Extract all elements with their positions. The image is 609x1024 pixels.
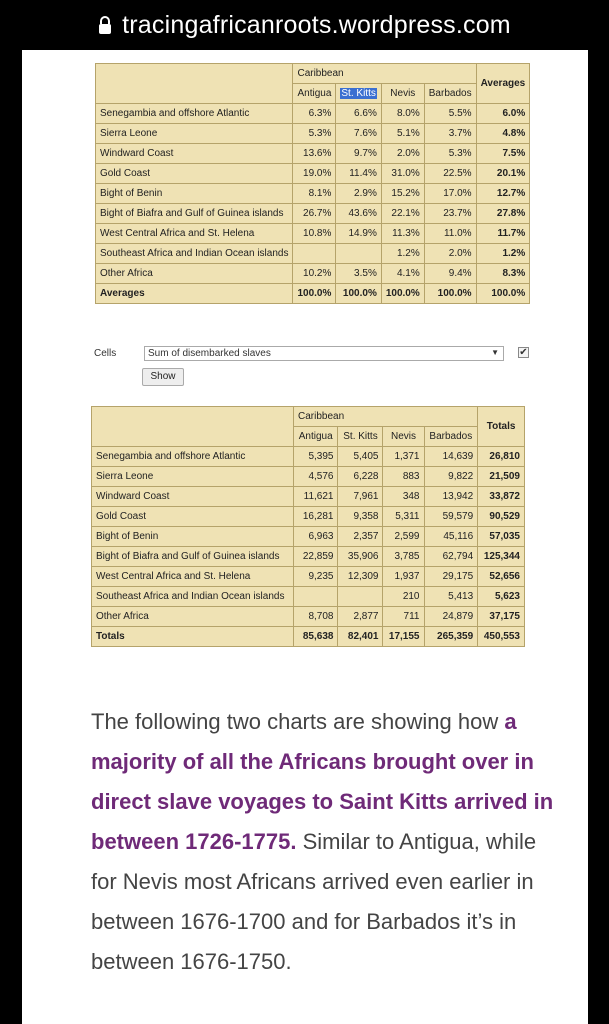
row-total-cell: 21,509	[478, 467, 525, 487]
row-label: Sierra Leone	[96, 124, 293, 144]
table-cell: 10.8%	[293, 224, 336, 244]
table-cell: 14.9%	[336, 224, 381, 244]
column-header-label: Barbados	[428, 88, 472, 99]
column-header-label: Nevis	[390, 431, 416, 442]
column-header[interactable]	[294, 427, 338, 447]
row-label: West Central Africa and St. Helena	[92, 567, 294, 587]
table-row	[92, 527, 525, 547]
table-cell: 5,413	[424, 587, 478, 607]
table-cell: 43.6%	[336, 204, 381, 224]
percentage-table	[95, 63, 530, 304]
table-cell: 11.0%	[424, 224, 476, 244]
row-label: Gold Coast	[92, 507, 294, 527]
row-total-cell: 125,344	[478, 547, 525, 567]
table-cell: 1,937	[383, 567, 424, 587]
table-cell: 13.6%	[293, 144, 336, 164]
row-label: Windward Coast	[96, 144, 293, 164]
column-header-label: St. Kitts	[343, 431, 378, 442]
table-cell: 2.9%	[336, 184, 381, 204]
table-row	[96, 124, 530, 144]
browser-url-bar[interactable]	[0, 0, 609, 50]
table-cell: 11.4%	[336, 164, 381, 184]
table-cell: 3.7%	[424, 124, 476, 144]
table-row	[96, 264, 530, 284]
row-total-cell: 20.1%	[476, 164, 530, 184]
summary-header: Averages	[476, 64, 530, 104]
column-header-label: Barbados	[429, 431, 473, 442]
table-cell	[293, 244, 336, 264]
cells-checkbox[interactable]: ✔	[519, 347, 528, 358]
table-cell: 5.3%	[293, 124, 336, 144]
table-cell: 8.0%	[381, 104, 424, 124]
row-total-cell: 27.8%	[476, 204, 530, 224]
table-cell	[338, 587, 383, 607]
table-cell: 4,576	[294, 467, 338, 487]
lock-icon	[98, 16, 112, 34]
footer-cell: 17,155	[383, 627, 424, 647]
column-header-label: Antigua	[297, 88, 332, 99]
table-cell: 9,235	[294, 567, 338, 587]
table-cell: 11,621	[294, 487, 338, 507]
table-cell: 35,906	[338, 547, 383, 567]
table-cell: 22.1%	[381, 204, 424, 224]
table-cell: 4.1%	[381, 264, 424, 284]
row-total-cell: 5,623	[478, 587, 525, 607]
column-header-label: Antigua	[298, 431, 333, 442]
header-row	[96, 64, 530, 84]
table-cell: 2.0%	[381, 144, 424, 164]
table-row	[96, 244, 530, 264]
column-header[interactable]	[424, 84, 476, 104]
row-label: Bight of Biafra and Gulf of Guinea islands	[96, 204, 293, 224]
table-cell: 59,579	[424, 507, 478, 527]
row-total-cell: 57,035	[478, 527, 525, 547]
table-row	[92, 547, 525, 567]
table-cell: 2.0%	[424, 244, 476, 264]
table-cell: 210	[383, 587, 424, 607]
table-cell: 8,708	[294, 607, 338, 627]
column-header[interactable]	[424, 427, 478, 447]
dropdown-arrow-icon: ▼	[491, 348, 499, 357]
table-row	[92, 567, 525, 587]
row-label: Bight of Benin	[96, 184, 293, 204]
web-page	[22, 50, 588, 1024]
row-total-cell: 1.2%	[476, 244, 530, 264]
row-total-cell: 90,529	[478, 507, 525, 527]
table-cell: 26.7%	[293, 204, 336, 224]
table-row	[92, 467, 525, 487]
row-label: Gold Coast	[96, 164, 293, 184]
table-cell: 29,175	[424, 567, 478, 587]
paragraph-emphasis: a majority of all the Africans brought over in direct slave voyages to Saint Kitts arrived in between 1726-1775.	[91, 709, 554, 854]
table-cell: 711	[383, 607, 424, 627]
header-row	[92, 407, 525, 427]
cells-select[interactable]	[144, 346, 504, 361]
table-cell: 2,357	[338, 527, 383, 547]
table-cell: 2,599	[383, 527, 424, 547]
row-label: Senegambia and offshore Atlantic	[92, 447, 294, 467]
row-label: Other Africa	[92, 607, 294, 627]
cells-label: Cells	[94, 348, 117, 359]
browser-url: tracingafricanroots.wordpress.com	[122, 10, 511, 39]
table-cell: 1.2%	[381, 244, 424, 264]
column-header[interactable]	[293, 84, 336, 104]
table-row	[92, 487, 525, 507]
table-row	[96, 224, 530, 244]
footer-cell: 100.0%	[381, 284, 424, 304]
footer-cell: 100.0%	[336, 284, 381, 304]
footer-cell: 265,359	[424, 627, 478, 647]
row-total-cell: 11.7%	[476, 224, 530, 244]
footer-row	[92, 627, 525, 647]
row-label: Senegambia and offshore Atlantic	[96, 104, 293, 124]
footer-cell: 100.0%	[293, 284, 336, 304]
header-blank-cell	[96, 64, 293, 104]
table-row	[92, 607, 525, 627]
table-cell: 9.7%	[336, 144, 381, 164]
row-label: Southeast Africa and Indian Ocean islands	[92, 587, 294, 607]
paragraph-text-end: Similar to Antigua, while for Nevis most Africans arrived even earlier in between 1676-1700 and for Barbados it’s in between 1676-1750.	[91, 829, 537, 974]
footer-row	[96, 284, 530, 304]
footer-cell: 85,638	[294, 627, 338, 647]
row-total-cell: 7.5%	[476, 144, 530, 164]
column-header-label: Nevis	[390, 88, 416, 99]
table-row	[96, 164, 530, 184]
table-cell: 10.2%	[293, 264, 336, 284]
footer-label: Totals	[92, 627, 294, 647]
row-label: Sierra Leone	[92, 467, 294, 487]
table-cell	[294, 587, 338, 607]
row-label: Windward Coast	[92, 487, 294, 507]
table-cell: 8.1%	[293, 184, 336, 204]
column-header-label: St. Kitts	[341, 88, 376, 99]
cells-select-value: Sum of disembarked slaves	[148, 348, 271, 359]
table-cell: 5,405	[338, 447, 383, 467]
row-total-cell: 12.7%	[476, 184, 530, 204]
column-header[interactable]	[336, 84, 381, 104]
table-cell: 5,311	[383, 507, 424, 527]
table-cell: 16,281	[294, 507, 338, 527]
table-cell: 24,879	[424, 607, 478, 627]
table-cell: 2,877	[338, 607, 383, 627]
group-header: Caribbean	[293, 64, 476, 84]
row-label: Bight of Biafra and Gulf of Guinea islands	[92, 547, 294, 567]
table-row	[96, 144, 530, 164]
row-total-cell: 37,175	[478, 607, 525, 627]
table-cell: 17.0%	[424, 184, 476, 204]
row-total-cell: 8.3%	[476, 264, 530, 284]
table-cell: 14,639	[424, 447, 478, 467]
row-total-cell: 4.8%	[476, 124, 530, 144]
table-cell: 11.3%	[381, 224, 424, 244]
column-header[interactable]	[381, 84, 424, 104]
table-cell: 1,371	[383, 447, 424, 467]
footer-label: Averages	[96, 284, 293, 304]
table-cell: 3,785	[383, 547, 424, 567]
table-cell: 6.6%	[336, 104, 381, 124]
footer-cell: 82,401	[338, 627, 383, 647]
table-cell: 22.5%	[424, 164, 476, 184]
table-cell: 5.5%	[424, 104, 476, 124]
column-header[interactable]	[383, 427, 424, 447]
table-cell: 5,395	[294, 447, 338, 467]
table-row	[96, 104, 530, 124]
table-cell	[336, 244, 381, 264]
row-label: Southeast Africa and Indian Ocean islands	[96, 244, 293, 264]
group-header: Caribbean	[294, 407, 478, 427]
table-cell: 9,358	[338, 507, 383, 527]
totals-table	[91, 406, 525, 647]
article-paragraph	[91, 702, 561, 982]
table-cell: 15.2%	[381, 184, 424, 204]
row-total-cell: 6.0%	[476, 104, 530, 124]
table-cell: 9.4%	[424, 264, 476, 284]
table-cell: 31.0%	[381, 164, 424, 184]
show-button[interactable]: Show	[142, 368, 184, 386]
row-label: West Central Africa and St. Helena	[96, 224, 293, 244]
table-cell: 7,961	[338, 487, 383, 507]
row-total-cell: 26,810	[478, 447, 525, 467]
column-header[interactable]	[338, 427, 383, 447]
cells-control-row	[94, 344, 534, 364]
header-blank-cell	[92, 407, 294, 447]
table-cell: 23.7%	[424, 204, 476, 224]
grand-total-cell: 100.0%	[476, 284, 530, 304]
table-cell: 5.1%	[381, 124, 424, 144]
table-cell: 6,963	[294, 527, 338, 547]
table-row	[92, 507, 525, 527]
row-label: Bight of Benin	[92, 527, 294, 547]
table-cell: 13,942	[424, 487, 478, 507]
row-total-cell: 33,872	[478, 487, 525, 507]
table-cell: 9,822	[424, 467, 478, 487]
paragraph-text-start: The following two charts are showing how	[91, 709, 505, 734]
footer-cell: 100.0%	[424, 284, 476, 304]
table-cell: 6,228	[338, 467, 383, 487]
summary-header: Totals	[478, 407, 525, 447]
table-cell: 19.0%	[293, 164, 336, 184]
table-cell: 12,309	[338, 567, 383, 587]
table-cell: 348	[383, 487, 424, 507]
table-cell: 22,859	[294, 547, 338, 567]
table-cell: 62,794	[424, 547, 478, 567]
table-row	[92, 587, 525, 607]
table-row	[96, 204, 530, 224]
table-cell: 5.3%	[424, 144, 476, 164]
table-cell: 7.6%	[336, 124, 381, 144]
table-row	[96, 184, 530, 204]
table-cell: 6.3%	[293, 104, 336, 124]
table-cell: 3.5%	[336, 264, 381, 284]
table-cell: 45,116	[424, 527, 478, 547]
table-cell: 883	[383, 467, 424, 487]
table-row	[92, 447, 525, 467]
grand-total-cell: 450,553	[478, 627, 525, 647]
row-total-cell: 52,656	[478, 567, 525, 587]
row-label: Other Africa	[96, 264, 293, 284]
